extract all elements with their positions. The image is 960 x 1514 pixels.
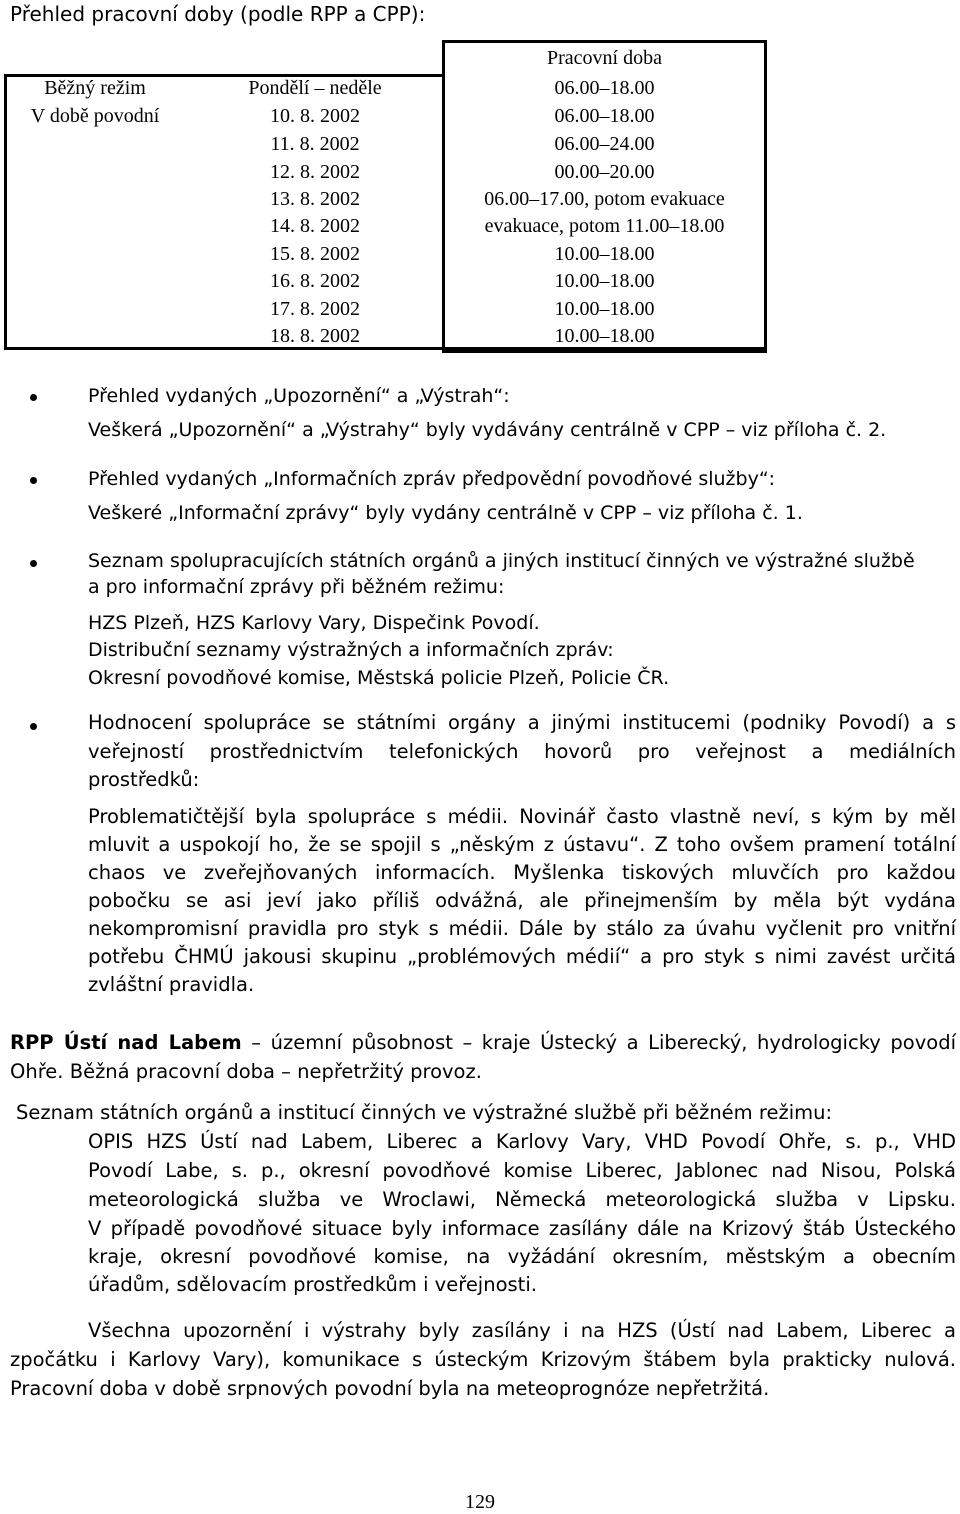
table-cell-date: 18. 8. 2002 xyxy=(270,325,360,347)
table-cell-date: 14. 8. 2002 xyxy=(270,215,360,237)
table-cell-hours: 10.00–18.00 xyxy=(554,298,655,320)
table-cell-hours: 10.00–18.00 xyxy=(554,243,655,265)
table-cell-mode: V době povodní xyxy=(30,105,160,127)
table-cell-mode: Běžný režim xyxy=(44,77,146,99)
table-cell-date: Pondělí – neděle xyxy=(248,77,382,99)
bullet-3-line: a pro informační zprávy při běžném režimu: xyxy=(88,576,505,598)
bullet-1-title: Přehled vydaných „Upozornění“ a „Výstrah“: xyxy=(88,385,510,407)
bullet-4-line: Hodnocení spolupráce se státními orgány a jinými institucemi (podniky Povodí) a s xyxy=(88,711,956,734)
bullet-4-paragraph-line: mluvit a uspokojí ho, že se spojil s „něským z ústavu“. Z toho ovšem pramení totální xyxy=(88,833,956,856)
rpp-paragraph-line: kraje, okresní povodňové komise, na vyžádání okresním, městským a obecním xyxy=(88,1245,956,1268)
table-cell-date: 11. 8. 2002 xyxy=(270,133,360,155)
page-number: 129 xyxy=(465,1491,495,1513)
table-cell-date: 10. 8. 2002 xyxy=(270,105,360,127)
bullet-1-text: Veškerá „Upozornění“ a „Výstrahy“ byly vydávány centrálně v CPP – viz příloha č. 2. xyxy=(88,419,887,441)
bullet-4-paragraph-line: Problematičtější byla spolupráce s médii. Novinář často vlastně neví, s kým by měl xyxy=(88,805,956,828)
bullet-dot xyxy=(30,560,37,567)
bullet-3-line: Distribuční seznamy výstražných a informačních zpráv: xyxy=(88,639,614,661)
rpp-paragraph-line: Povodí Labe, s. p., okresní povodňové komise Liberec, Jablonec nad Nisou, Polská xyxy=(88,1159,956,1182)
rpp-first-line xyxy=(10,1028,956,1057)
bullet-4-paragraph-line: pobočku se asi jeví jako příliš odvážná, ale přinejmenším by měla být vydána xyxy=(88,889,956,912)
table-left-border xyxy=(4,74,7,350)
bullet-2-text: Veškeré „Informační zprávy“ byly vydány centrálně v CPP – viz příloha č. 1. xyxy=(88,502,803,524)
rpp-title: RPP Ústí nad Labem xyxy=(10,1031,242,1054)
bullet-4-paragraph-line: potřebu ČHMÚ jakousi skupinu „problémových médií“ a pro styk s nimi zavést určitá xyxy=(88,945,956,968)
bullet-4-paragraph-line: nekompromisní pravidla pro styk s médii. Dále by stálo za úvahu vyčlenit pro vnitřní xyxy=(88,917,956,940)
bullet-dot xyxy=(30,723,37,730)
table-cell-date: 15. 8. 2002 xyxy=(270,243,360,265)
bullet-dot xyxy=(30,477,37,484)
bullet-4-paragraph-line: chaos ve zveřejňovaných informacích. Myšlenka tiskových mluvčích pro každou xyxy=(88,861,956,884)
bullet-4-paragraph-line: zvláštní pravidla. xyxy=(88,973,255,996)
rpp-line1-rest: – územní působnost – kraje Ústecký a Liberecký, hydrologicky povodí xyxy=(251,1031,956,1054)
table-cell-date: 12. 8. 2002 xyxy=(270,161,360,183)
bullet-3-line: HZS Plzeň, HZS Karlovy Vary, Dispečink Povodí. xyxy=(88,612,540,634)
table-header-work-hours: Pracovní doba xyxy=(547,47,662,69)
bullet-4-line: veřejností prostřednictvím telefonických hovorů pro veřejnost a mediálních xyxy=(88,740,956,763)
rpp-final-line: Pracovní doba v době srpnových povodní byla na meteoprognóze nepřetržitá. xyxy=(10,1377,770,1400)
table-cell-date: 13. 8. 2002 xyxy=(270,188,360,210)
rpp-paragraph-line: OPIS HZS Ústí nad Labem, Liberec a Karlovy Vary, VHD Povodí Ohře, s. p., VHD xyxy=(88,1130,956,1153)
bullet-4-line: prostředků: xyxy=(88,768,200,791)
table-cell-hours: 06.00–18.00 xyxy=(554,105,655,127)
table-cell-hours: 10.00–18.00 xyxy=(554,325,655,347)
bullet-3-line: Okresní povodňové komise, Městská policie Plzeň, Policie ČR. xyxy=(88,667,670,689)
table-cell-hours: 00.00–20.00 xyxy=(554,161,655,183)
table-cell-hours: 06.00–24.00 xyxy=(554,133,655,155)
section-heading: Přehled pracovní doby (podle RPP a CPP): xyxy=(10,2,426,26)
bullet-2-title: Přehled vydaných „Informačních zpráv předpovědní povodňové služby“: xyxy=(88,468,776,490)
rpp-paragraph-line: meteorologická služba ve Wroclawi, Německá meteorologická služba v Lipsku. xyxy=(88,1188,956,1211)
rpp-final-line: zpočátku i Karlovy Vary), komunikace s ústeckým Krizovým štábem byla prakticky nulová. xyxy=(10,1348,956,1371)
bullet-3-line: Seznam spolupracujících státních orgánů a jiných institucí činných ve výstražné službě xyxy=(88,550,915,572)
rpp-paragraph-line: úřadům, sdělovacím prostředkům i veřejnosti. xyxy=(88,1273,537,1296)
table-cell-hours: 06.00–17.00, potom evakuace xyxy=(484,188,725,210)
rpp-list-title: Seznam státních orgánů a institucí činných ve výstražné službě při běžném režimu: xyxy=(16,1101,833,1124)
bullet-dot xyxy=(30,394,37,401)
rpp-line2: Ohře. Běžná pracovní doba – nepřetržitý provoz. xyxy=(10,1060,482,1083)
table-cell-hours: 10.00–18.00 xyxy=(554,270,655,292)
table-cell-date: 16. 8. 2002 xyxy=(270,270,360,292)
rpp-final-line: Všechna upozornění i výstrahy byly zasílány i na HZS (Ústí nad Labem, Liberec a xyxy=(88,1319,956,1342)
table-cell-hours: evakuace, potom 11.00–18.00 xyxy=(484,215,725,237)
rpp-paragraph-line: V případě povodňové situace byly informace zasílány dále na Krizový štáb Ústeckého xyxy=(88,1217,956,1240)
table-cell-date: 17. 8. 2002 xyxy=(270,298,360,320)
table-cell-hours: 06.00–18.00 xyxy=(554,77,655,99)
